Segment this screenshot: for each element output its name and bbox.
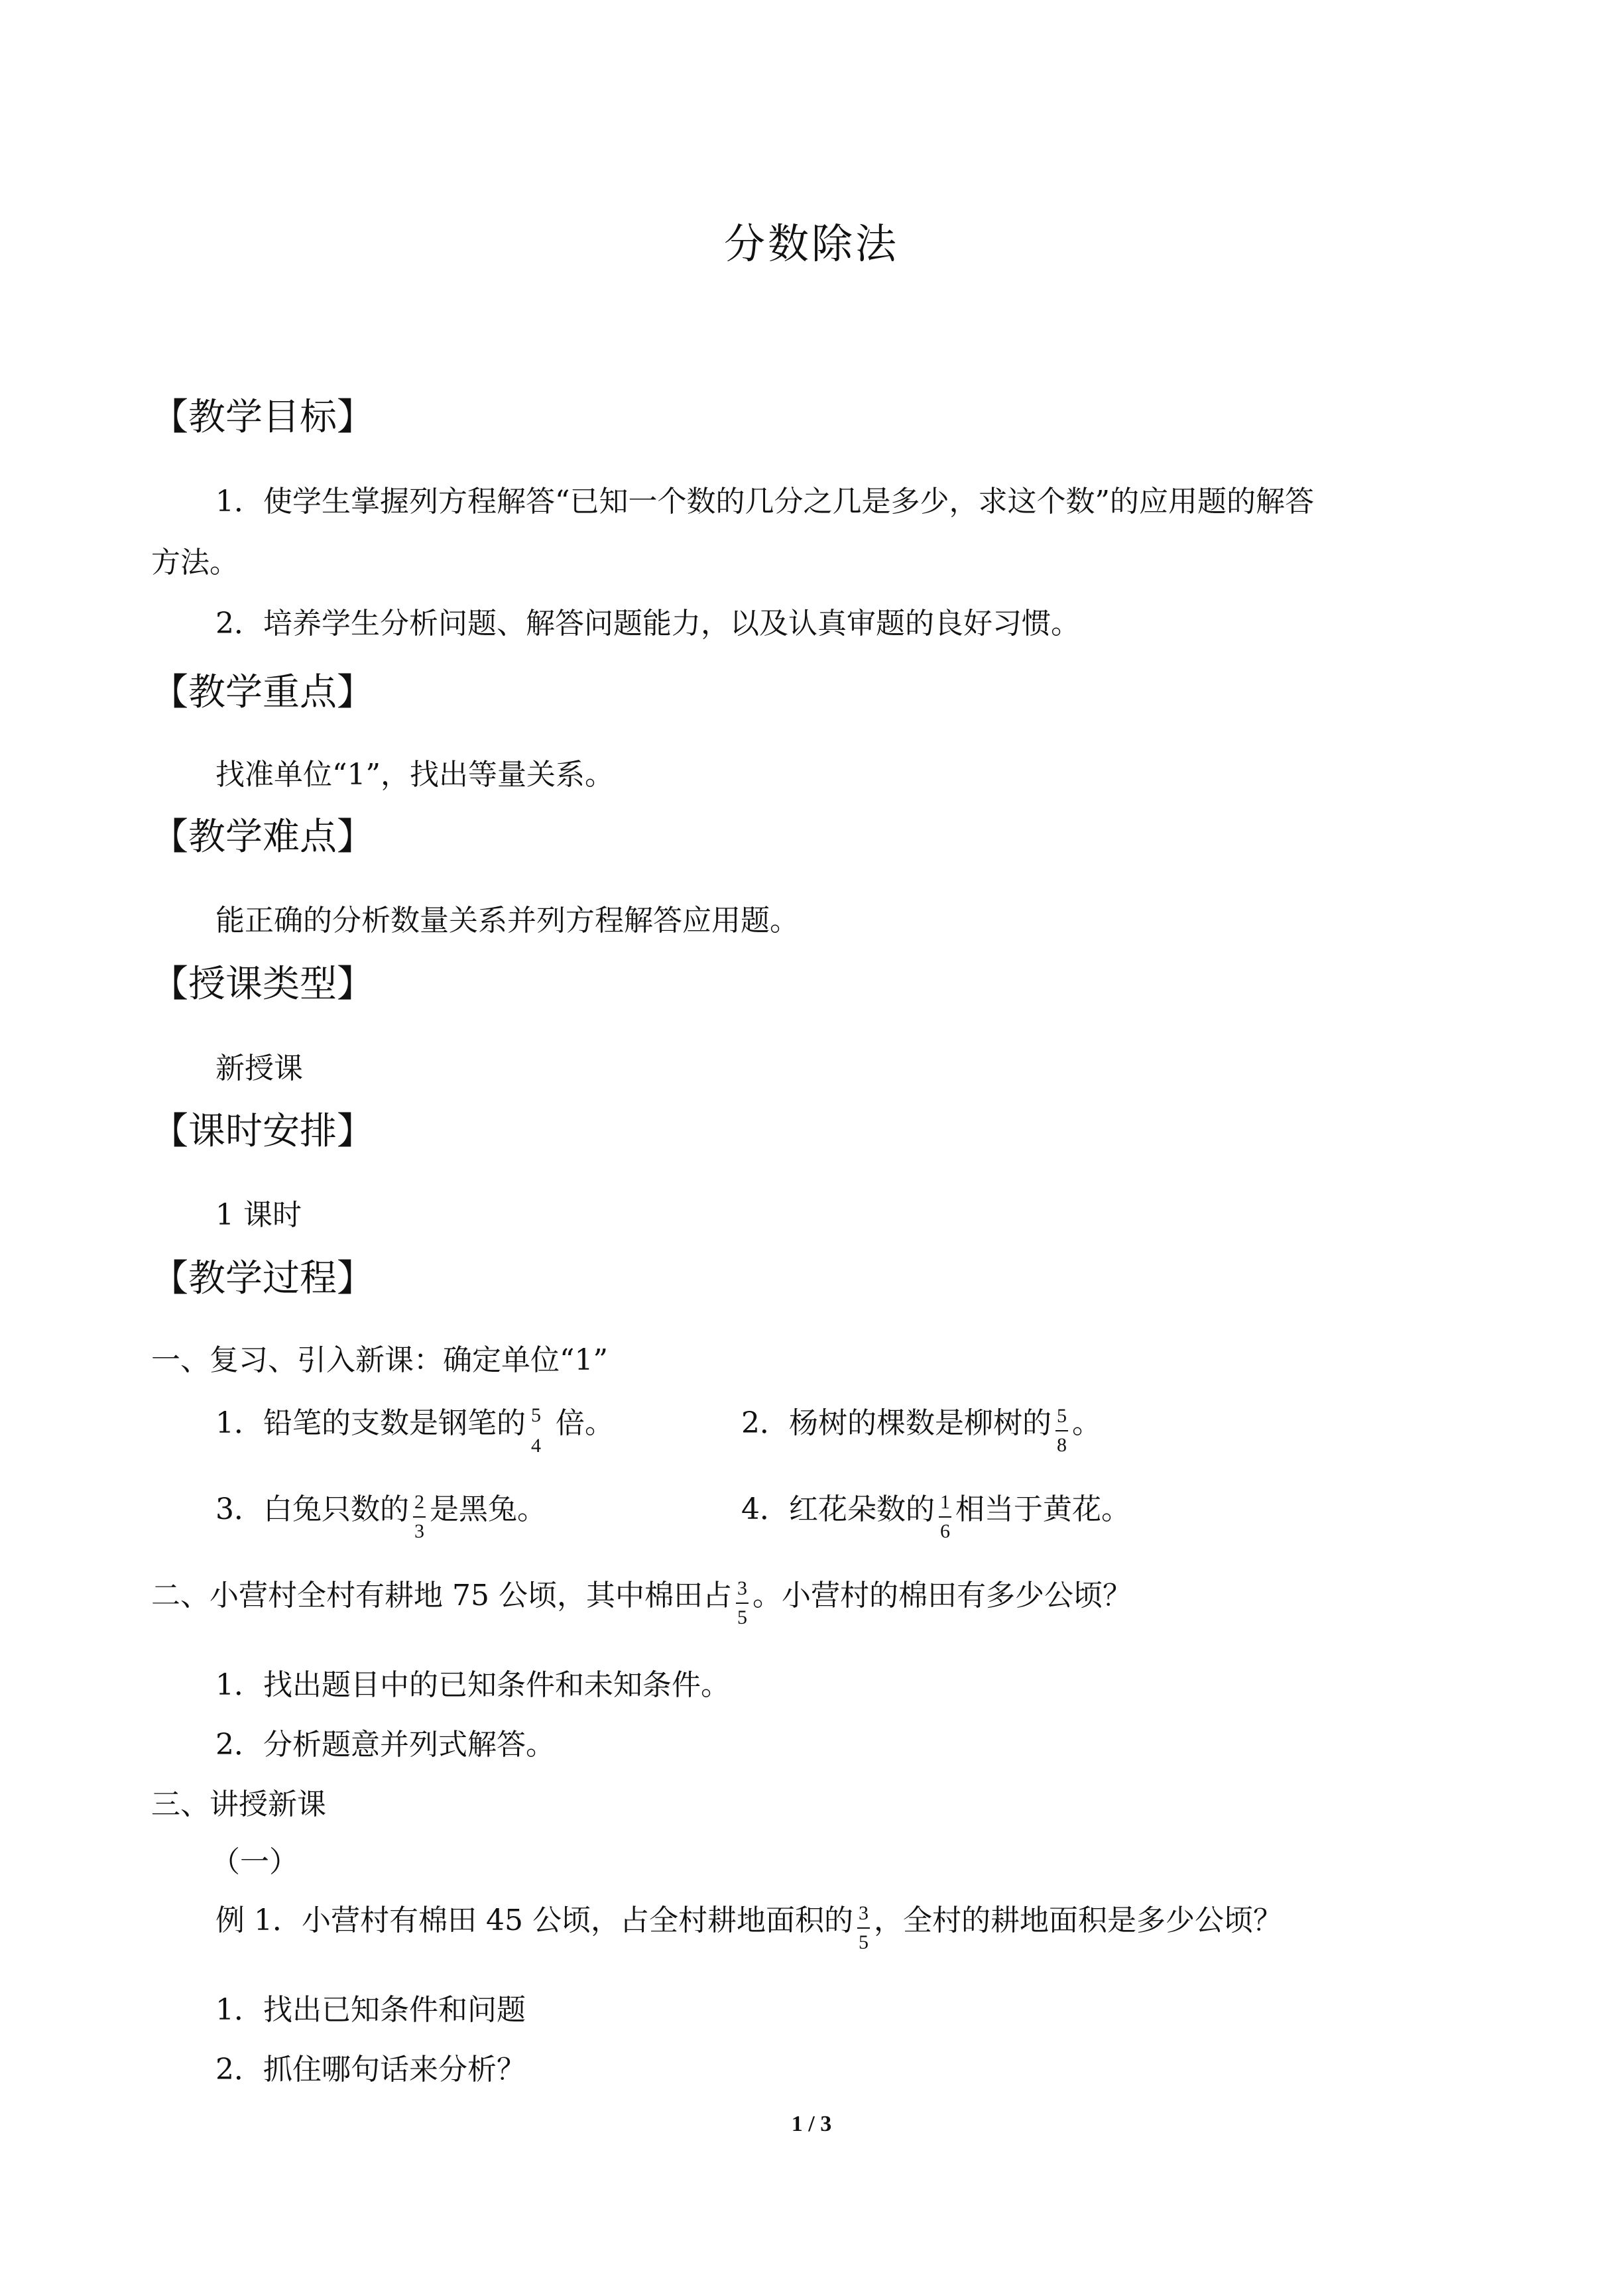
part2-step-2: 2．分析题意并列式解答。 [215, 1728, 555, 1762]
review-question-3-suffix: 是黑兔。 [430, 1492, 546, 1526]
part3-subtitle: （一） [211, 1845, 298, 1879]
schedule-text: 1 课时 [215, 1198, 302, 1232]
review-question-4-suffix: 相当于黄花。 [955, 1492, 1130, 1526]
lesson-type-text: 新授课 [215, 1052, 303, 1085]
fraction [857, 1903, 870, 1953]
process-part3-title: 三、讲授新课 [151, 1787, 326, 1821]
example-1-suffix: ，全村的耕地面积是多少公顷？ [873, 1903, 1282, 1937]
part2-title-suffix: 。小营村的棉田有多少公顷？ [752, 1579, 1132, 1612]
process-part2-title [151, 1571, 1132, 1628]
fraction [530, 1406, 542, 1456]
difficulty-text: 能正确的分析数量关系并列方程解答应用题。 [215, 904, 799, 937]
section-heading-schedule: 【课时安排】 [151, 1110, 374, 1153]
fraction-denominator: 5 [857, 1927, 870, 1953]
focus-text: 找准单位“1”，找出等量关系。 [215, 758, 614, 792]
part2-step-1: 1．找出题目中的已知条件和未知条件。 [215, 1668, 730, 1702]
example-1 [215, 1896, 1282, 1953]
fraction-denominator: 3 [413, 1516, 426, 1541]
page-title: 分数除法 [723, 219, 899, 268]
example-1-text: 例 1．小营村有棉田 45 公顷，占全村耕地面积的 [215, 1903, 853, 1937]
goal-item-2: 2．培养学生分析问题、解答问题能力，以及认真审题的良好习惯。 [215, 607, 1080, 640]
goal-item-1: 1．使学生掌握列方程解答“已知一个数的几分之几是多少，求这个数”的应用题的解答 [215, 485, 1314, 518]
fraction-numerator: 5 [531, 1404, 541, 1426]
fraction [736, 1579, 749, 1628]
section-heading-difficulty: 【教学难点】 [151, 816, 374, 859]
review-question-1 [215, 1399, 614, 1457]
review-question-3-text: 3．白兔只数的 [215, 1492, 409, 1526]
review-question-4 [741, 1485, 1130, 1542]
section-heading-lesson-type: 【授课类型】 [151, 963, 374, 1006]
process-part1-title: 一、复习、引入新课：确定单位“1” [151, 1343, 608, 1377]
section-heading-focus: 【教学重点】 [151, 671, 374, 714]
part2-title-text: 二、小营村全村有耕地 75 公顷，其中棉田占 [151, 1579, 732, 1612]
fraction-numerator: 3 [737, 1577, 747, 1599]
fraction-denominator: 6 [939, 1516, 951, 1541]
fraction-numerator: 5 [1057, 1404, 1067, 1427]
fraction-denominator: 4 [531, 1434, 541, 1457]
goal-item-1-cont: 方法。 [151, 546, 239, 579]
fraction-numerator: 3 [858, 1902, 869, 1924]
fraction-numerator: 1 [940, 1490, 950, 1513]
page-number: 1 / 3 [791, 2112, 832, 2136]
part3-step-2: 2．抓住哪句话来分析？ [215, 2053, 526, 2086]
review-question-1-suffix: 倍。 [556, 1406, 614, 1440]
fraction-denominator: 5 [736, 1602, 749, 1628]
review-question-2-suffix: 。 [1072, 1406, 1101, 1440]
fraction [1055, 1406, 1068, 1455]
review-question-1-text: 1．铅笔的支数是钢笔的 [215, 1406, 526, 1440]
section-heading-goals: 【教学目标】 [151, 396, 374, 439]
part3-step-1: 1．找出已知条件和问题 [215, 1993, 526, 2027]
fraction-denominator: 8 [1055, 1430, 1068, 1455]
fraction [413, 1492, 426, 1541]
fraction [939, 1492, 951, 1541]
review-question-4-text: 4．红花朵数的 [741, 1492, 935, 1526]
fraction-numerator: 2 [414, 1490, 424, 1513]
review-question-3 [215, 1485, 546, 1542]
section-heading-process: 【教学过程】 [151, 1257, 374, 1300]
review-question-2-text: 2．杨树的棵数是柳树的 [741, 1406, 1052, 1440]
review-question-2 [741, 1399, 1101, 1456]
